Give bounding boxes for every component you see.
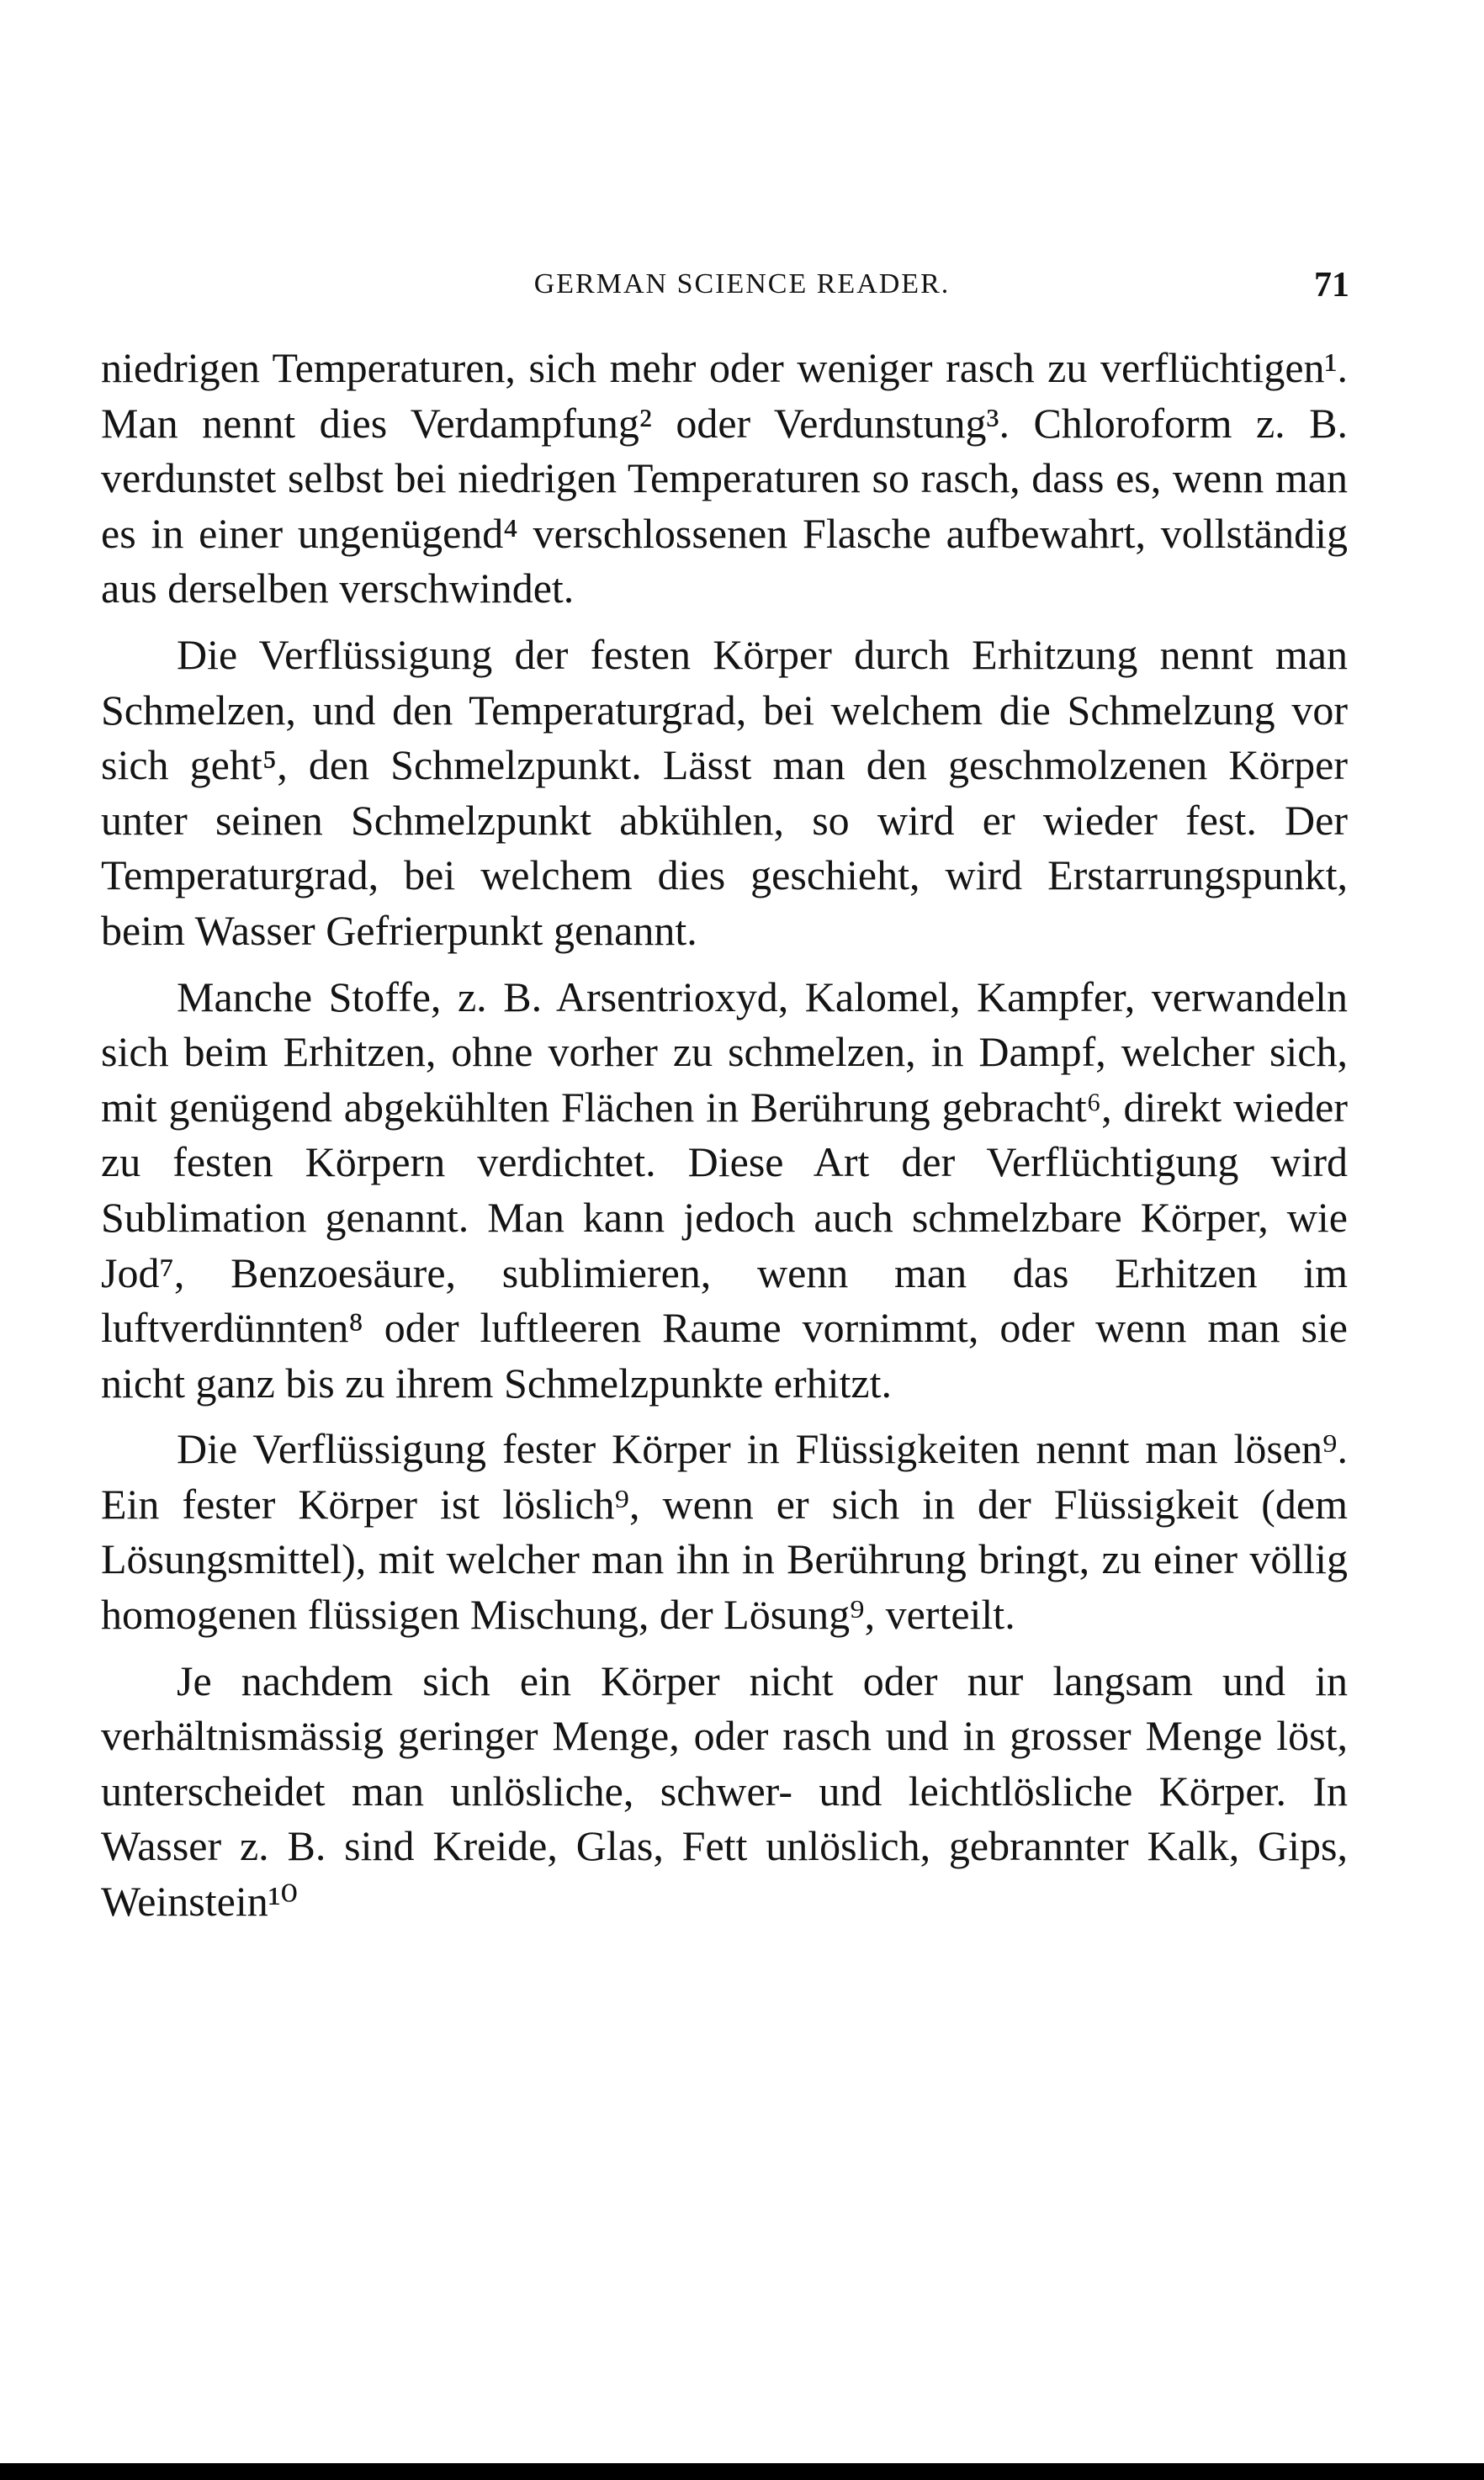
paragraph-melting: Die Verflüssigung der festen Körper durch Erhitzung nennt man Schmelzen, und den Temperaturgrad, bei welchem die Schmelzung vor sich geht⁵, den Schmelzpunkt. Lässt man den geschmolzenen Körper unter seinen Schmelzpunkt abkühlen, so wird er wieder fest. Der Temperaturgrad, bei welchem dies geschieht, wird Erstarrungspunkt, beim Wasser Gefrierpunkt genannt. (101, 630, 1348, 954)
paragraph-sublimation: Manche Stoffe, z. B. Arsentrioxyd, Kalomel, Kampfer, verwandeln sich beim Erhitzen, ohne vorher zu schmelzen, in Dampf, welcher sich, mit genügend abgekühlten Flächen in Berührung gebracht⁶, direkt wieder zu festen Körpern verdichtet. Diese Art der Verflüchtigung wird Sublimation genannt. Man kann jedoch auch schmelzbare Körper, wie Jod⁷, Benzoesäure, sublimieren, wenn man das Erhitzen im luftverdünnten⁸ oder luftleeren Raume vornimmt, oder wenn man sie nicht ganz bis zu ihrem Schmelzpunkte erhitzt. (101, 972, 1348, 1407)
paragraph-solubility: Je nachdem sich ein Körper nicht oder nur langsam und in verhältnismässig geringer Menge, oder rasch und in grosser Menge löst, unterscheidet man unlösliche, schwer- und leichtlösliche Körper. In Wasser z. B. sind Kreide, Glas, Fett unlöslich, gebrannter Kalk, Gips, Weinstein¹⁰ (101, 1656, 1348, 1926)
scan-bottom-edge (0, 2463, 1484, 2480)
paragraph-continued: niedrigen Temperaturen, sich mehr oder weniger rasch zu verflüchtigen¹. Man nennt dies Verdampfung² oder Verdunstung³. Chloroform z. B. verdunstet selbst bei niedrigen Temperaturen so rasch, dass es, wenn man es in einer ungenügend⁴ verschlossenen Flasche aufbewahrt, vollständig aus derselben verschwindet. (101, 344, 1348, 612)
running-head (0, 265, 1484, 307)
paragraph-dissolving: Die Verflüssigung fester Körper in Flüssigkeiten nennt man lösen⁹. Ein fester Körper ist löslich⁹, wenn er sich in der Flüssigkeit (dem Lösungsmittel), mit welcher man ihn in Berührung bringt, zu einer völlig homogenen flüssigen Mischung, der Lösung⁹, verteilt. (101, 1425, 1348, 1639)
body-text (101, 341, 1348, 1941)
page-number: 71 (1314, 266, 1349, 305)
running-title: GERMAN SCIENCE READER. (533, 268, 951, 299)
